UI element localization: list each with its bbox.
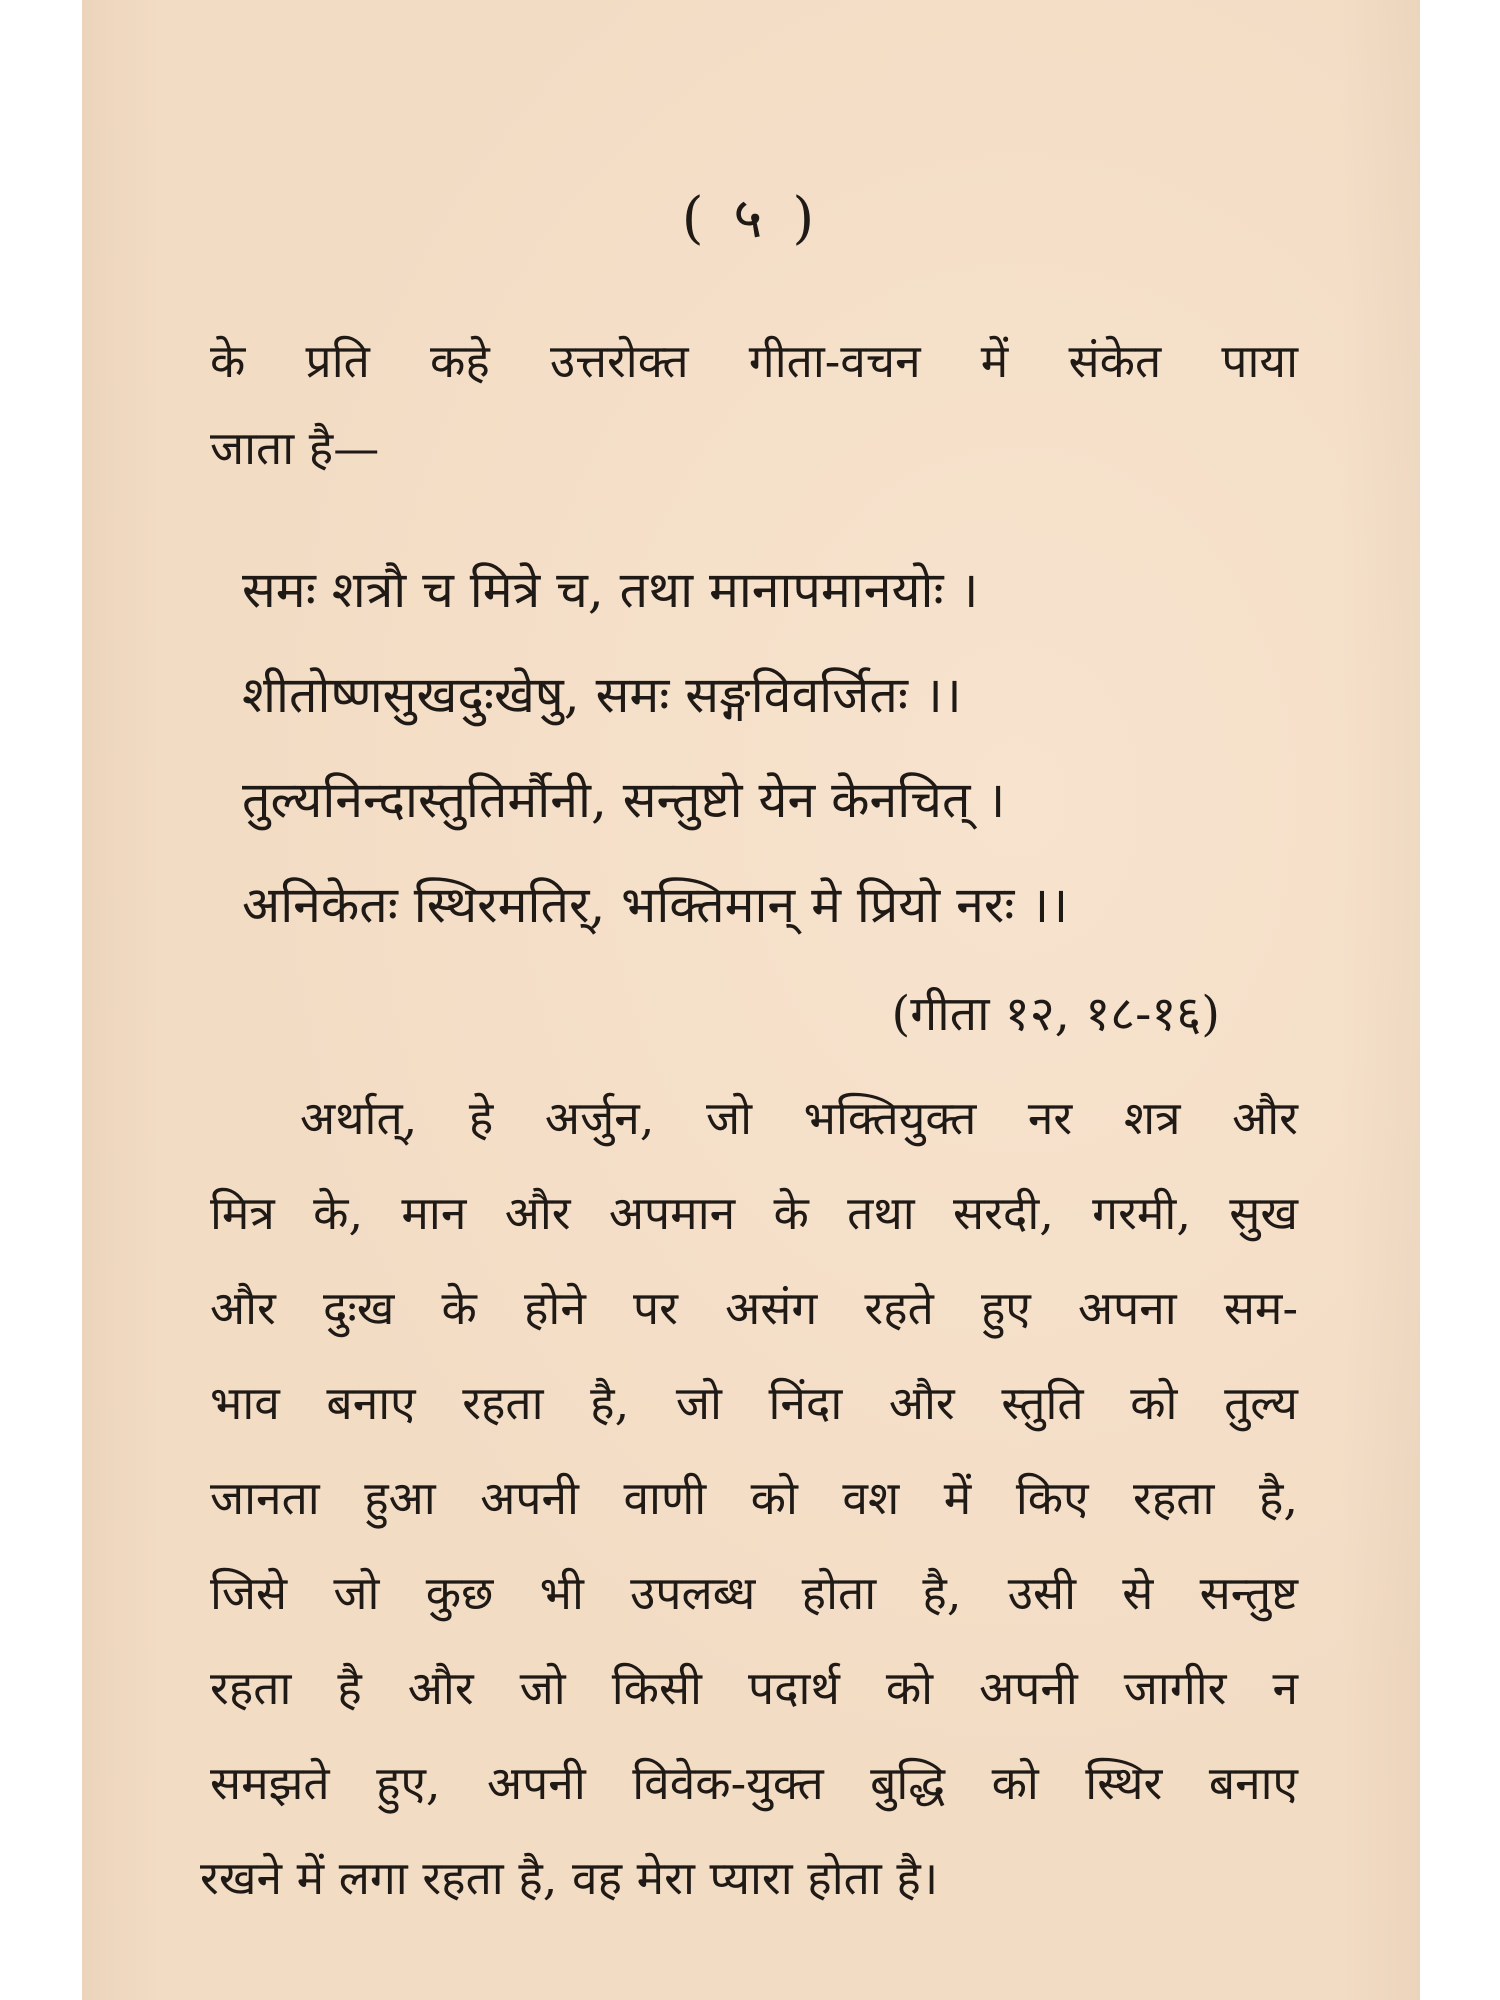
verse-citation: (गीता १२, १८-१६) bbox=[891, 986, 1220, 1042]
meaning-line-3: और दुःख के होने पर असंग रहते हुए अपना सम- bbox=[210, 1281, 1298, 1335]
meaning-line-9: रखने में लगा रहता है, वह मेरा प्यारा होता है। bbox=[200, 1851, 939, 1905]
verse-line-4: अनिकेतः स्थिरमतिर्, भक्तिमान् मे प्रियो नरः ।। bbox=[242, 876, 1069, 934]
meaning-line-4: भाव बनाए रहता है, जो निंदा और स्तुति को तुल्य bbox=[210, 1376, 1298, 1430]
meaning-line-5: जानता हुआ अपनी वाणी को वश में किए रहता है, bbox=[210, 1471, 1298, 1525]
intro-line-2: जाता है— bbox=[210, 421, 380, 475]
meaning-line-6: जिसे जो कुछ भी उपलब्ध होता है, उसी से सन्तुष्ट bbox=[210, 1566, 1298, 1620]
page-number: ( ५ ) bbox=[681, 186, 821, 251]
verse-line-3: तुल्यनिन्दास्तुतिर्मौनी, सन्तुष्टो येन केनचित् । bbox=[242, 771, 1006, 829]
verse-line-2: शीतोष्णसुखदुःखेषु, समः सङ्गविवर्जितः ।। bbox=[242, 666, 962, 724]
book-page bbox=[82, 0, 1420, 2000]
intro-line-1: के प्रति कहे उत्तरोक्त गीता-वचन में संकेत पाया bbox=[210, 334, 1298, 388]
meaning-line-7: रहता है और जो किसी पदार्थ को अपनी जागीर न bbox=[210, 1661, 1298, 1715]
meaning-line-1: अर्थात्, हे अर्जुन, जो भक्तियुक्त नर शत्र और bbox=[300, 1091, 1298, 1145]
meaning-line-8: समझते हुए, अपनी विवेक-युक्त बुद्धि को स्थिर बनाए bbox=[210, 1756, 1298, 1810]
meaning-line-2: मित्र के, मान और अपमान के तथा सरदी, गरमी, सुख bbox=[210, 1186, 1298, 1240]
verse-line-1: समः शत्रौ च मित्रे च, तथा मानापमानयोः । bbox=[242, 561, 979, 619]
